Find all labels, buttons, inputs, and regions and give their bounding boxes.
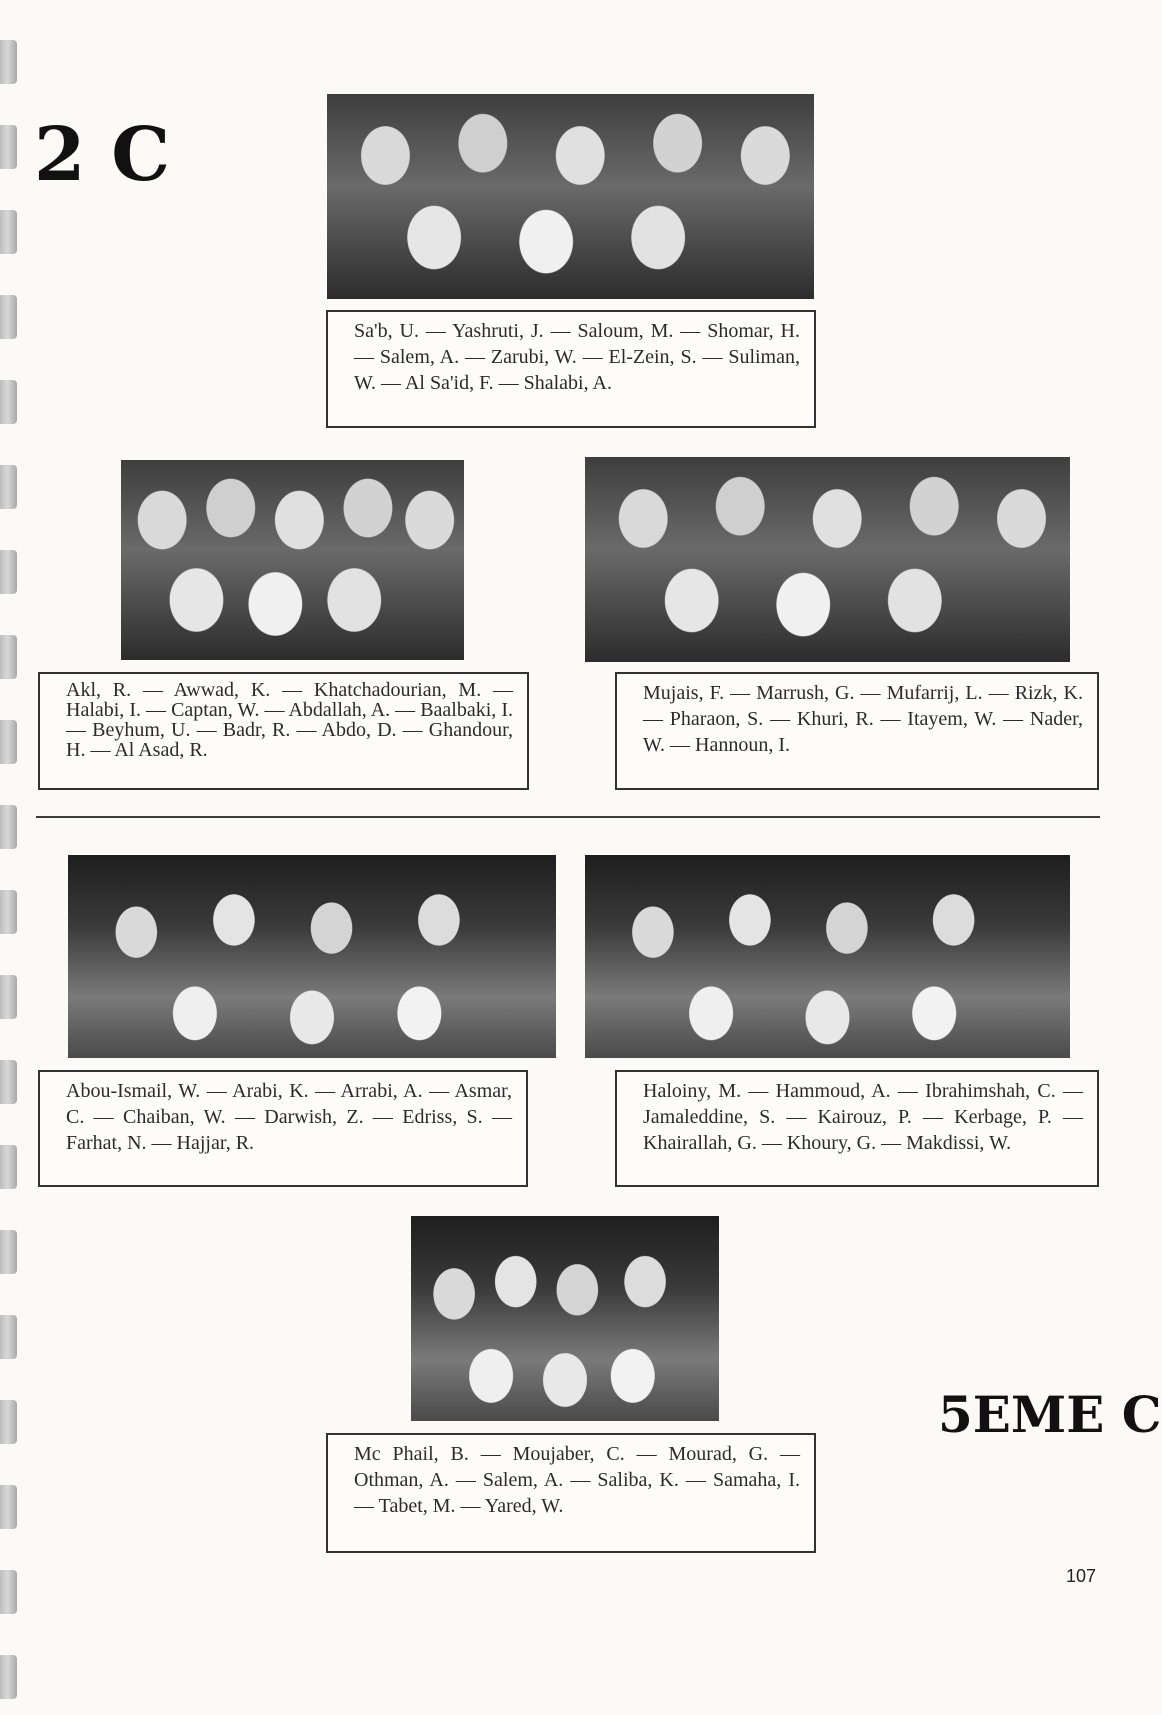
group-photo-1 bbox=[327, 94, 814, 299]
binding-hole bbox=[0, 125, 17, 169]
binding-hole bbox=[0, 295, 17, 339]
binding-hole bbox=[0, 40, 17, 84]
binding-hole bbox=[0, 1485, 17, 1529]
group-photo-4 bbox=[68, 855, 556, 1058]
binding-hole bbox=[0, 1315, 17, 1359]
caption-group-1: Sa'b, U. — Yashruti, J. — Saloum, M. — Shomar, H. — Salem, A. — Zarubi, W. — El-Zein, S. — Suliman, W. — Al Sa'id, F. — Shalabi, A. bbox=[326, 310, 816, 428]
group-photo-6 bbox=[411, 1216, 719, 1421]
binding-hole bbox=[0, 1145, 17, 1189]
divider-rule bbox=[36, 816, 1100, 818]
binding-hole bbox=[0, 805, 17, 849]
binding-hole bbox=[0, 1570, 17, 1614]
binding-hole bbox=[0, 380, 17, 424]
group-photo-3 bbox=[585, 457, 1070, 662]
binding-hole bbox=[0, 1655, 17, 1699]
binding-hole bbox=[0, 975, 17, 1019]
caption-group-2: Akl, R. — Awwad, K. — Khatchadourian, M. — Halabi, I. — Captan, W. — Abdallah, A. — Baalbaki, I. — Beyhum, U. — Badr, R. — Abdo, D. — Ghandour, H. — Al Asad, R. bbox=[38, 672, 529, 790]
binding-hole bbox=[0, 1060, 17, 1104]
page-number: 107 bbox=[1066, 1566, 1097, 1586]
binding-hole bbox=[0, 720, 17, 764]
caption-group-3: Mujais, F. — Marrush, G. — Mufarrij, L. — Rizk, K. — Pharaon, S. — Khuri, R. — Itayem, W. — Nader, W. — Hannoun, I. bbox=[615, 672, 1099, 790]
binding-hole bbox=[0, 1230, 17, 1274]
caption-group-5: Haloiny, M. — Hammoud, A. — Ibrahimshah, C. — Jamaleddine, S. — Kairouz, P. — Kerbage, P. — Khairallah, G. — Khoury, G. — Makdissi, W. bbox=[615, 1070, 1099, 1187]
binding-hole bbox=[0, 1400, 17, 1444]
binding-hole bbox=[0, 890, 17, 934]
binding-hole bbox=[0, 210, 17, 254]
binding-hole bbox=[0, 635, 17, 679]
group-photo-5 bbox=[585, 855, 1070, 1058]
group-photo-2 bbox=[121, 460, 464, 660]
class-label-top: 2 C bbox=[34, 112, 171, 198]
class-label-bottom: 5EME C bbox=[938, 1385, 1162, 1444]
binding-hole bbox=[0, 550, 17, 594]
binding-hole bbox=[0, 465, 17, 509]
binding-holes bbox=[0, 0, 22, 1715]
caption-group-6: Mc Phail, B. — Moujaber, C. — Mourad, G. — Othman, A. — Salem, A. — Saliba, K. — Samaha, I. — Tabet, M. — Yared, W. bbox=[326, 1433, 816, 1553]
caption-group-4: Abou-Ismail, W. — Arabi, K. — Arrabi, A. — Asmar, C. — Chaiban, W. — Darwish, Z. — Edriss, S. — Farhat, N. — Hajjar, R. bbox=[38, 1070, 528, 1187]
